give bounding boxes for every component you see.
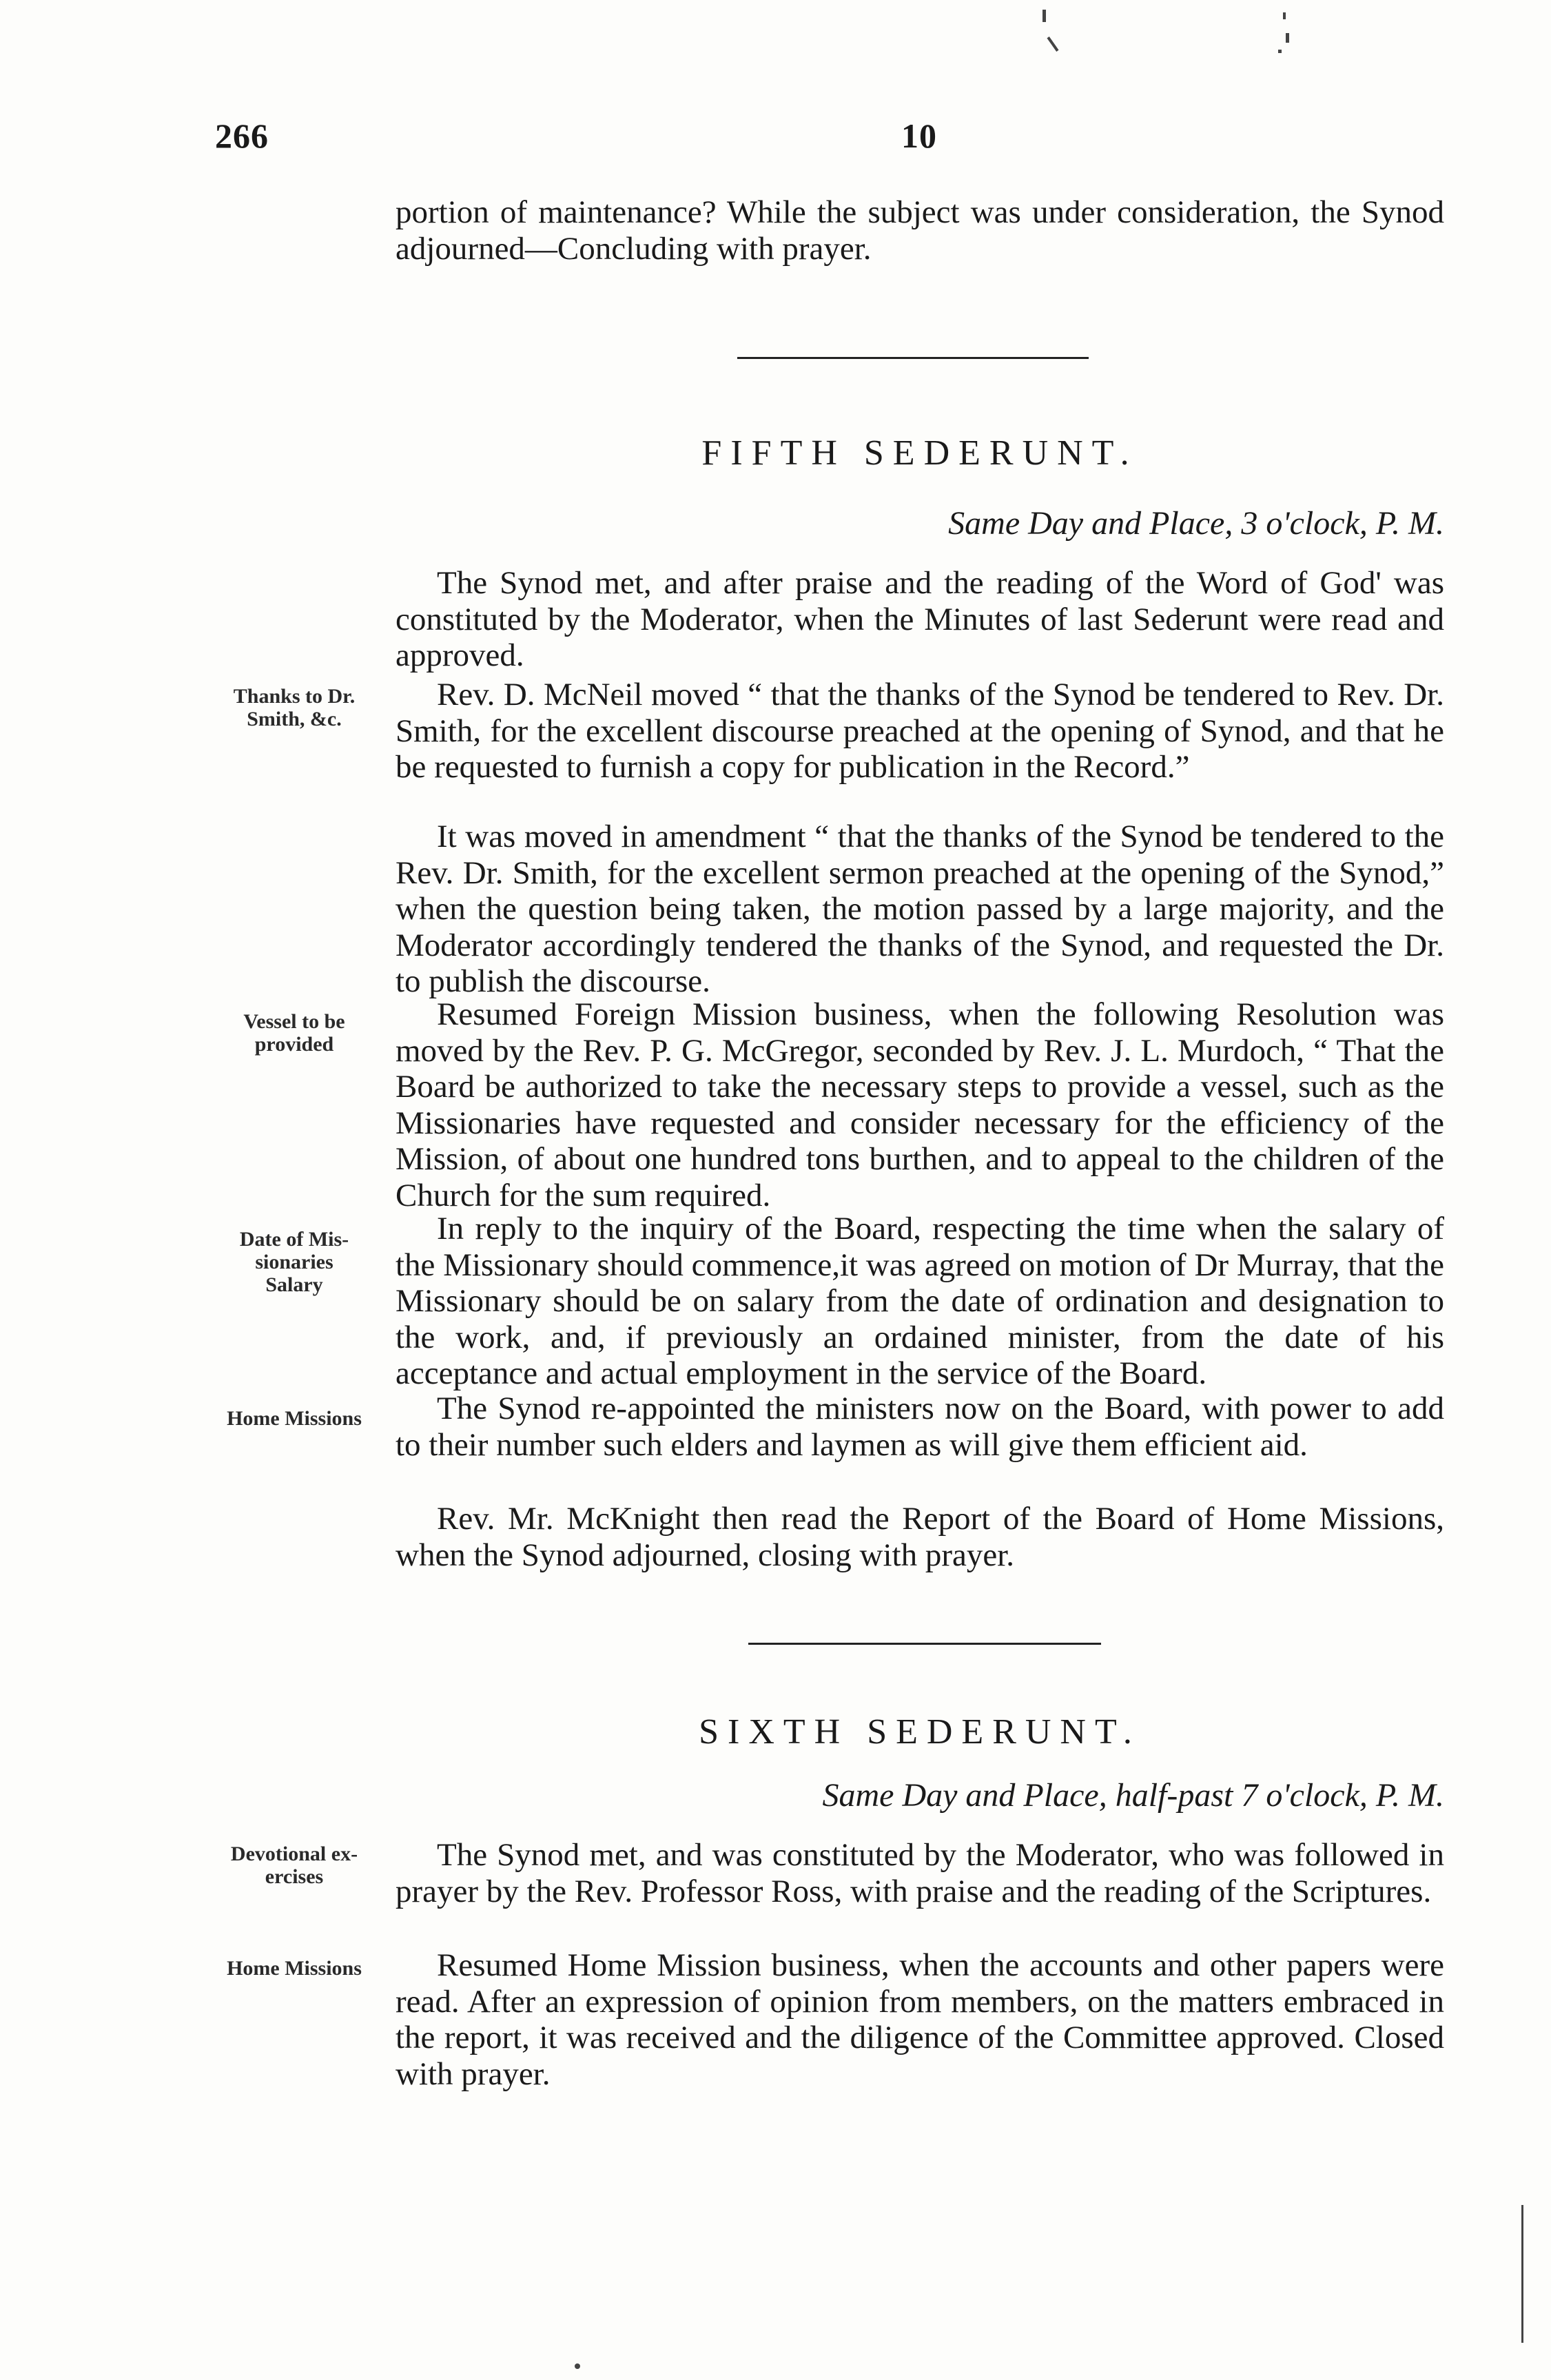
margin-note-devotional: Devotional ex- ercises [230,1843,358,1888]
section-divider [748,1643,1101,1645]
margin-note-thanks: Thanks to Dr. Smith, &c. [233,685,356,730]
section-divider [737,357,1089,359]
sixth-sederunt-dateline: Same Day and Place, half-past 7 o'clock, P. M. [822,1777,1444,1814]
scan-mark [1042,10,1046,22]
fifth-paragraph-3: It was moved in amendment “ that the thanks of the Synod be tendered to the Rev. Dr. Smith, for the excellent sermon preached at the opening of the Synod,” when the question being taken, the motion passed by a large majority, and the Moderator accordingly tendered the thanks of the Synod, and requested the Dr. to publish the discourse. [396,819,1444,999]
scan-mark [1521,2205,1523,2343]
scan-mark [575,2363,580,2369]
margin-note-home-missions: Home Missions [227,1407,362,1430]
scan-mark [1286,33,1289,43]
sixth-paragraph-2: Resumed Home Mission business, when the accounts and other papers were read. After an expression of opinion from members, on the matters embraced in the report, it was received and the diligence of the Committee approved. Closed with prayer. [396,1947,1444,2092]
margin-note-vessel: Vessel to be provided [243,1010,345,1056]
running-header: 10 [901,116,937,155]
fifth-paragraph-6: The Synod re-appointed the ministers now on the Board, with power to add to their number such elders and laymen as will give them efficient aid. [396,1391,1444,1463]
scan-mark [1047,37,1058,52]
page-number: 266 [215,116,269,155]
top-paragraph: portion of maintenance? While the subject was under consideration, the Synod adjourned—Concluding with prayer. [396,194,1444,267]
scan-mark [1283,12,1286,19]
sixth-sederunt-title: SIXTH SEDERUNT. [699,1712,1141,1752]
fifth-sederunt-dateline: Same Day and Place, 3 o'clock, P. M. [948,505,1444,542]
fifth-paragraph-4: Resumed Foreign Mission business, when the following Resolution was moved by the Rev. P. G. McGregor, seconded by Rev. J. L. Murdoch, “ That the Board be authorized to take the necessary steps to provide a vessel, such as the Missionaries have requested and consider necessary for the efficiency of the Mission, of about one hundred tons burthen, and to appeal to the children of the Church for the sum required. [396,996,1444,1213]
margin-note-salary: Date of Mis- sionaries Salary [239,1228,349,1296]
fifth-paragraph-2: Rev. D. McNeil moved “ that the thanks of the Synod be tendered to Rev. Dr. Smith, for the excellent discourse preached at the opening of Synod, and that he be requested to furnish a copy for publication in the Record.” [396,677,1444,785]
fifth-sederunt-title: FIFTH SEDERUNT. [701,433,1138,473]
scan-mark [1278,50,1282,53]
sixth-paragraph-1: The Synod met, and was constituted by the Moderator, who was followed in prayer by the Rev. Professor Ross, with praise and the reading of the Scriptures. [396,1837,1444,1909]
fifth-paragraph-7: Rev. Mr. McKnight then read the Report of the Board of Home Missions, when the Synod adjourned, closing with prayer. [396,1501,1444,1573]
margin-note-home-missions-2: Home Missions [227,1957,362,1980]
fifth-paragraph-5: In reply to the inquiry of the Board, respecting the time when the salary of the Missionary should commence,it was agreed on motion of Dr Murray, that the Missionary should be on salary from the date of ordination and designation to the work, and, if previously an ordained minister, from the date of his acceptance and actual employment in the service of the Board. [396,1211,1444,1391]
fifth-paragraph-1: The Synod met, and after praise and the reading of the Word of God' was constituted by the Moderator, when the Minutes of last Sederunt were read and approved. [396,565,1444,673]
